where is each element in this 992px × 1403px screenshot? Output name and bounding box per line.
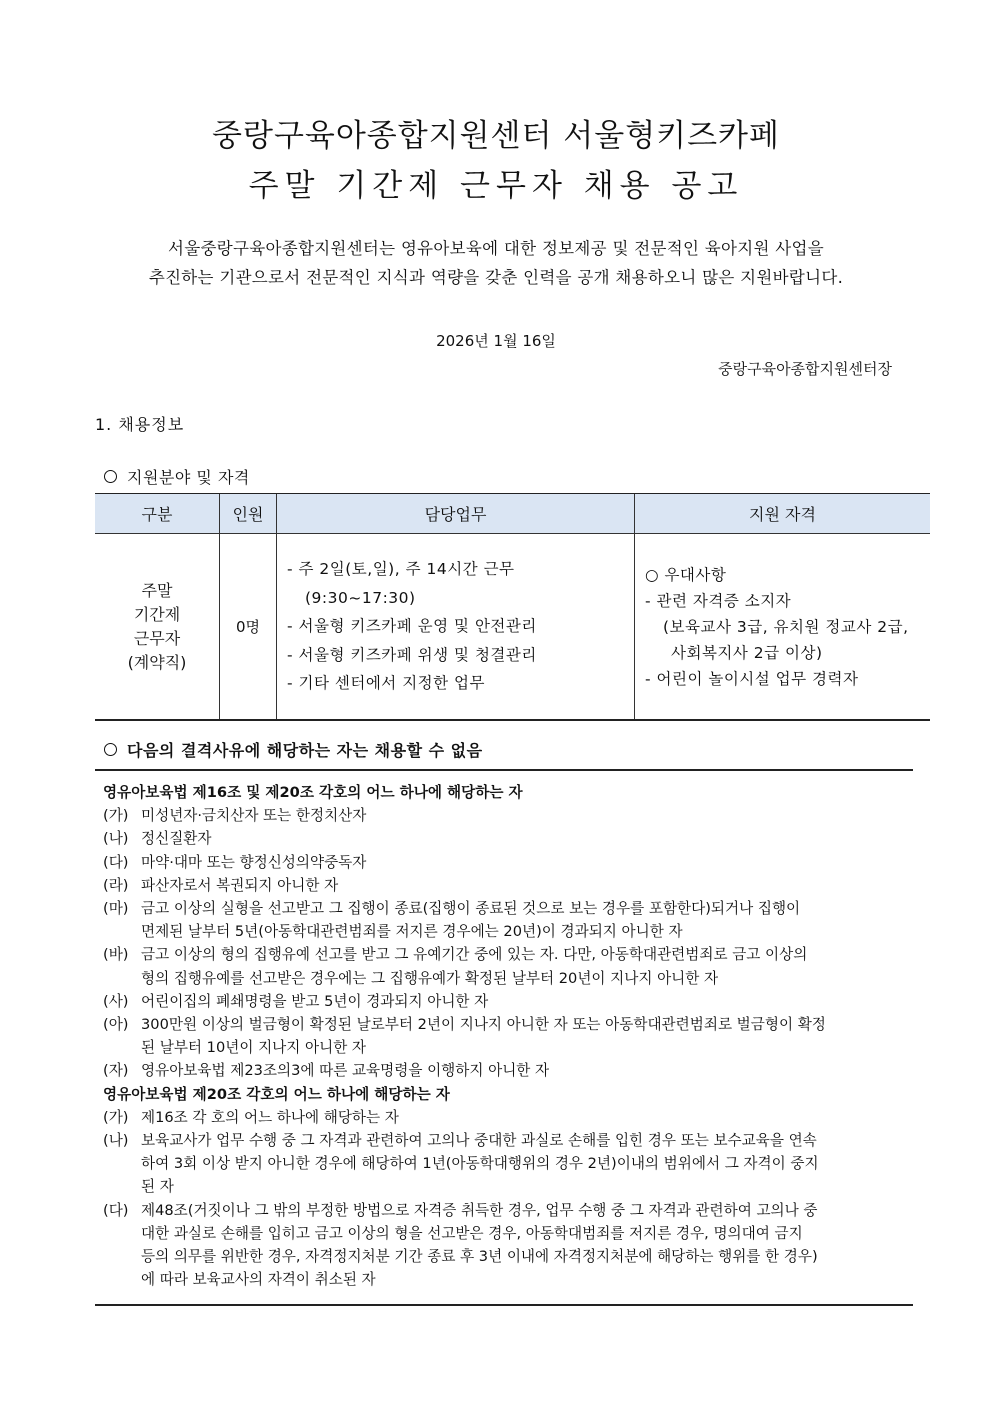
item-label: (아): [103, 1016, 129, 1034]
list-item: [103, 1129, 913, 1199]
disqualification-list: [103, 804, 913, 1082]
duty-line: - 기타 센터에서 지정한 업무: [287, 674, 486, 693]
item-text-line: 파산자로서 복권되지 아니한 자: [141, 876, 339, 894]
item-text: [141, 874, 913, 897]
requirements-cell: [635, 534, 931, 721]
header-requirements: 지원 자격: [635, 494, 931, 534]
item-label: (마): [103, 900, 129, 918]
item-text: [141, 1013, 913, 1059]
item-label: (나): [103, 1132, 129, 1150]
item-text: [141, 943, 913, 989]
item-label: (다): [103, 853, 129, 871]
item-text: [141, 897, 913, 943]
requirement-line: (보육교사 3급, 유치원 정교사 2급,: [663, 617, 909, 636]
item-text: [141, 804, 913, 827]
intro-paragraph: [0, 234, 992, 292]
subsection-label: 다음의 결격사유에 해당하는 자는 채용할 수 없음: [127, 741, 483, 760]
item-label: (자): [103, 1062, 129, 1080]
item-label: (가): [103, 1108, 129, 1126]
list-item: [103, 827, 913, 850]
requirement-line: 사회복지사 2급 이상): [671, 643, 823, 662]
disqualification-heading: 영유아보육법 제20조 각호의 어느 하나에 해당하는 자: [103, 1085, 450, 1103]
item-label: (다): [103, 1201, 129, 1219]
item-text-line: 대한 과실로 손해를 입히고 금고 이상의 형을 선고받은 경우, 아동학대범죄를 저지른 경우, 명의대여 금지: [141, 1224, 803, 1242]
duty-line: - 서울형 키즈카페 위생 및 청결관리: [287, 645, 537, 664]
item-text-line: 된 날부터 10년이 지나지 아니한 자: [141, 1039, 367, 1057]
section-title: 1. 채용정보: [95, 415, 185, 434]
item-text-line: 보육교사가 업무 수행 중 그 자격과 관련하여 고의나 중대한 과실로 손해를 입힌 경우 또는 보수교육을 연속: [141, 1132, 817, 1150]
subsection-label: 지원분야 및 자격: [127, 468, 250, 487]
category-cell: [95, 534, 220, 721]
announcement-date: 2026년 1월 16일: [436, 332, 556, 350]
category-line: 주말: [141, 580, 173, 600]
count-cell: 0명: [220, 534, 277, 721]
item-text: [141, 1106, 913, 1129]
item-text-line: 어린이집의 폐쇄명령을 받고 5년이 경과되지 아니한 자: [141, 992, 489, 1010]
item-label: (가): [103, 807, 129, 825]
disqualification-heading: 영유아보육법 제16조 및 제20조 각호의 어느 하나에 해당하는 자: [103, 784, 523, 801]
duty-line: (9:30~17:30): [305, 588, 416, 607]
disqualification-list: [103, 1106, 913, 1292]
list-item: [103, 874, 913, 897]
item-text-line: 300만원 이상의 벌금형이 확정된 날로부터 2년이 지나지 아니한 자 또는 아동학대관련범죄로 벌금형이 확정: [141, 1016, 826, 1034]
item-text-line: 영유아보육법 제23조의3에 따른 교육명령을 이행하지 아니한 자: [141, 1062, 550, 1080]
subsection-heading: [104, 465, 250, 488]
duty-line: - 주 2일(토,일), 주 14시간 근무: [287, 560, 515, 579]
circle-bullet-icon: [104, 743, 117, 756]
item-text-line: 하여 3회 이상 받지 아니한 경우에 해당하여 1년(아동학대행위의 경우 2년)이내의 범위에서 그 자격이 중지: [141, 1155, 819, 1173]
table-header-row: [95, 494, 930, 534]
requirement-line: ○ 우대사항: [645, 565, 727, 584]
item-text-line: 제16조 각 호의 어느 하나에 해당하는 자: [141, 1108, 399, 1126]
item-text: [141, 1129, 913, 1199]
header-category: 구분: [95, 494, 220, 534]
item-text-line: 등의 의무를 위반한 경우, 자격정지처분 기간 종료 후 3년 이내에 자격정지처분에 해당하는 행위를 한 경우): [141, 1248, 818, 1266]
list-item: [103, 990, 913, 1013]
recruitment-table: [95, 493, 930, 721]
subsection-heading: [104, 738, 483, 761]
intro-line: 추진하는 기관으로서 전문적인 지식과 역량을 갖춘 인력을 공개 채용하오니 많은 지원바랍니다.: [148, 268, 844, 287]
duty-line: - 서울형 키즈카페 운영 및 안전관리: [287, 617, 537, 636]
list-item: [103, 897, 913, 943]
item-label: (바): [103, 946, 129, 964]
circle-bullet-icon: [104, 470, 117, 483]
list-item: [103, 851, 913, 874]
item-text-line: 형의 집행유예를 선고받은 경우에는 그 집행유예가 확정된 날부터 20년이 지나지 아니한 자: [141, 969, 719, 987]
item-text-line: 된 자: [141, 1178, 174, 1196]
item-text-line: 미성년자·금치산자 또는 한정치산자: [141, 807, 367, 825]
category-line: 근무자: [133, 628, 181, 648]
category-line: 기간제: [133, 604, 181, 624]
duties-cell: [277, 534, 635, 721]
list-item: [103, 1106, 913, 1129]
item-text: [141, 990, 913, 1013]
item-text-line: 정신질환자: [141, 830, 212, 848]
item-text-line: 금고 이상의 형의 집행유예 선고를 받고 그 유예기간 중에 있는 자. 다만, 아동학대관련범죄로 금고 이상의: [141, 946, 808, 964]
item-text: [141, 827, 913, 850]
list-item: [103, 804, 913, 827]
category-line: (계약직): [127, 652, 187, 672]
item-text: [141, 851, 913, 874]
item-text-line: 제48조(거짓이나 그 밖의 부정한 방법으로 자격증 취득한 경우, 업무 수행 중 그 자격과 관련하여 고의나 중: [141, 1201, 818, 1219]
item-label: (라): [103, 876, 129, 894]
item-text-line: 면제된 날부터 5년(아동학대관련범죄를 저지른 경우에는 20년)이 경과되지 아니한 자: [141, 923, 683, 941]
list-item: [103, 1059, 913, 1082]
item-label: (나): [103, 830, 129, 848]
header-count: 인원: [220, 494, 277, 534]
page-title-line2: 주말 기간제 근무자 채용 공고: [248, 168, 744, 204]
header-duties: 담당업무: [277, 494, 635, 534]
item-text-line: 마약·대마 또는 향정신성의약중독자: [141, 853, 367, 871]
list-item: [103, 943, 913, 989]
item-text-line: 에 따라 보육교사의 자격이 취소된 자: [141, 1271, 376, 1289]
list-item: [103, 1199, 913, 1292]
page-title-line1: 중랑구육아종합지원센터 서울형키즈카페: [212, 118, 780, 154]
item-text: [141, 1199, 913, 1292]
signature: 중랑구육아종합지원센터장: [718, 360, 892, 378]
disqualification-box: [95, 769, 913, 1306]
item-text-line: 금고 이상의 실형을 선고받고 그 집행이 종료(집행이 종료된 것으로 보는 경우를 포함한다)되거나 집행이: [141, 900, 801, 918]
item-label: (사): [103, 992, 129, 1010]
list-item: [103, 1013, 913, 1059]
item-text: [141, 1059, 913, 1082]
requirement-line: - 관련 자격증 소지자: [645, 591, 792, 610]
intro-line: 서울중랑구육아종합지원센터는 영유아보육에 대한 정보제공 및 전문적인 육아지원 사업을: [168, 239, 824, 258]
requirement-line: - 어린이 놀이시설 업무 경력자: [645, 669, 859, 688]
table-row: [95, 534, 930, 721]
